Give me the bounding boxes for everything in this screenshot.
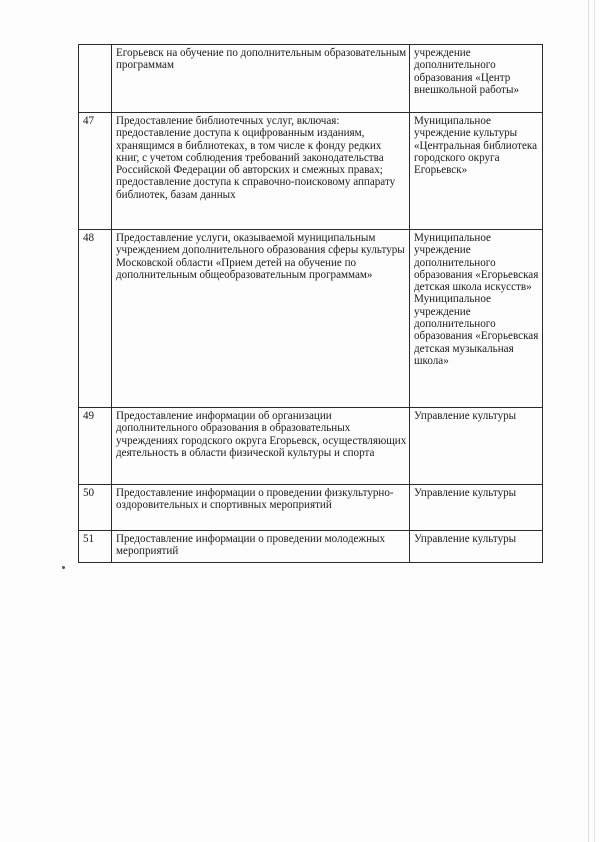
service-name-cell: Предоставление информации об организации дополнительного образования в образовательных учреждениях городского округа Егорьевск, осуществляющих деятельность в области физической культуры и спорта xyxy=(112,408,410,485)
organization-name: Муниципальное учреждение культуры «Центральная библиотека городского округа Егорьевск» xyxy=(414,115,538,177)
organization-name: Управление культуры xyxy=(414,410,517,422)
row-number-cell xyxy=(79,45,112,113)
table-row xyxy=(79,230,543,408)
organization-cell xyxy=(410,45,543,113)
row-number-cell: 47 xyxy=(79,113,112,230)
organization-cell xyxy=(410,485,543,531)
row-number-cell: 49 xyxy=(79,408,112,485)
organization-name: Управление культуры xyxy=(414,487,517,499)
scan-edge-line xyxy=(588,0,589,842)
organization-name: Муниципальное учреждение дополнительного образования «Егорьевская детская школа искусств» xyxy=(414,232,539,294)
service-name-cell: Предоставление информации о проведении физкультурно-оздоровительных и спортивных мероприятий xyxy=(112,485,410,531)
organization-cell xyxy=(410,113,543,230)
row-number-cell: 48 xyxy=(79,230,112,408)
organization-name: учреждение дополнительного образования «Центр внешкольной работы» xyxy=(414,47,520,96)
service-name-cell: Егорьевск на обучение по дополнительным образовательным программам xyxy=(112,45,410,113)
service-name-cell: Предоставление информации о проведении молодежных мероприятий xyxy=(112,531,410,563)
table-row xyxy=(79,113,543,230)
row-number-cell: 50 xyxy=(79,485,112,531)
organization-cell xyxy=(410,531,543,563)
service-name-cell: Предоставление библиотечных услуг, включая: предоставление доступа к оцифрованным изданиям, хранящимся в библиотеках, в том числе к фонду редких книг, с учетом соблюдения требований законодательства Российской Федерации об авторских и смежных правах; предоставление доступа к справочно-поисковому аппарату библиотек, базам данных xyxy=(112,113,410,230)
organization-name: Управление культуры xyxy=(414,533,517,545)
table-row xyxy=(79,408,543,485)
scan-edge-line xyxy=(594,0,595,842)
table-row xyxy=(79,45,543,113)
organization-name: Муниципальное учреждение дополнительного образования «Егорьевская детская музыкальная школа» xyxy=(414,293,539,367)
table-row xyxy=(79,485,543,531)
organization-cell xyxy=(410,408,543,485)
scan-speck xyxy=(62,566,65,569)
table-row xyxy=(79,531,543,563)
service-name-cell: Предоставление услуги, оказываемой муниципальным учреждением дополнительного образования сферы культуры Московской области «Прием детей на обучение по дополнительным общеобразовательным программам» xyxy=(112,230,410,408)
row-number-cell: 51 xyxy=(79,531,112,563)
organization-cell xyxy=(410,230,543,408)
services-table xyxy=(78,44,543,563)
